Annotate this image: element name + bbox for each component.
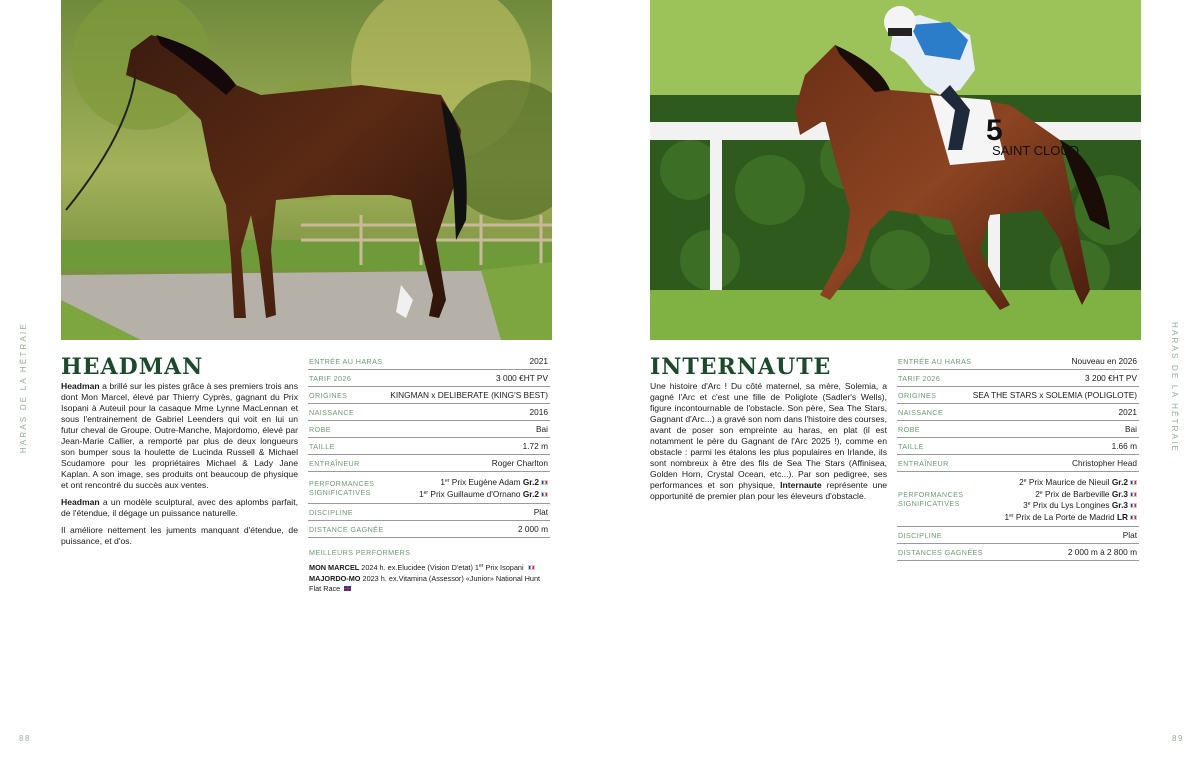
performer-name: MAJORDO-MO xyxy=(309,573,361,583)
performance-grade: Gr.2 xyxy=(522,488,539,499)
info-value: Roger Charlton xyxy=(491,458,548,469)
performance-line xyxy=(1023,500,1137,510)
france-flag-icon xyxy=(541,480,548,485)
info-value: 1.72 m xyxy=(522,441,548,452)
info-row-performances xyxy=(308,472,550,504)
info-row-distance xyxy=(897,544,1139,561)
info-label: ENTRÉE AU HARAS xyxy=(309,357,383,366)
horse-name-headman: HEADMAN xyxy=(61,354,204,380)
internaute-description xyxy=(650,381,887,508)
performance-grade: LR xyxy=(1116,511,1128,522)
info-label xyxy=(309,479,375,497)
headman-paragraph-1 xyxy=(61,381,298,491)
info-label-line: SIGNIFICATIVES xyxy=(898,499,960,508)
info-row-entree xyxy=(897,353,1139,370)
internaute-info-table xyxy=(897,353,1139,561)
headman-description xyxy=(61,381,298,553)
france-flag-icon xyxy=(528,565,535,570)
performance-grade: Gr.3 xyxy=(1111,488,1128,499)
performance-rank-suffix: er xyxy=(445,478,450,484)
info-row-discipline xyxy=(308,504,550,521)
info-label: NAISSANCE xyxy=(898,408,944,417)
saddle-cloth-text: SAINT CLOUD xyxy=(992,143,1080,158)
info-label-line: PERFORMANCES xyxy=(898,490,964,499)
performance-race: Prix de Barbeville xyxy=(1042,488,1112,499)
internaute-photo xyxy=(650,0,1141,340)
info-label-line: PERFORMANCES xyxy=(309,478,375,488)
headman-paragraph-3 xyxy=(61,525,298,547)
performer-race: Prix Isopani xyxy=(483,563,526,572)
performance-rank-suffix: er xyxy=(1009,512,1014,519)
info-row-tarif xyxy=(308,370,550,387)
performance-grade: Gr.2 xyxy=(1111,477,1128,487)
info-value: 2021 xyxy=(1118,407,1137,418)
performance-rank-suffix: er xyxy=(423,489,429,496)
info-label: ROBE xyxy=(309,425,331,434)
performance-rank: 2 xyxy=(1035,488,1040,499)
internaute-paragraph-1 xyxy=(650,381,887,502)
info-label: DISTANCE GAGNÉE xyxy=(309,525,384,534)
info-value xyxy=(419,476,548,499)
horse-name-internaute: INTERNAUTE xyxy=(650,354,832,380)
uk-flag-icon xyxy=(344,586,351,591)
paragraph-bold: Headman xyxy=(61,381,100,391)
info-value: Plat xyxy=(533,507,548,518)
info-value: Bai xyxy=(1125,424,1137,435)
info-label: DISCIPLINE xyxy=(309,508,353,517)
info-label: ORIGINES xyxy=(898,391,937,400)
performance-race: Prix du Lys Longines xyxy=(1030,500,1112,510)
performance-race: Prix Eugène Adam xyxy=(449,477,523,487)
performance-rank: 1 xyxy=(1004,511,1010,522)
performance-grade: Gr.2 xyxy=(522,477,539,487)
info-row-tarif xyxy=(897,370,1139,387)
info-value: Bai xyxy=(536,424,548,435)
performer-details: 2023 h. ex.Vitamina (Assessor) «Junior» National Hunt Flat Race xyxy=(309,573,541,593)
performer-rank-suffix: er xyxy=(478,563,484,569)
paragraph-text: Il améliore nettement les juments manquant d'étendue, de puissance, et d'os. xyxy=(61,525,298,546)
performance-rank: 1 xyxy=(419,488,424,499)
info-label: TARIF 2026 xyxy=(309,374,352,383)
info-label: TAILLE xyxy=(309,442,335,451)
info-label xyxy=(898,490,964,508)
paragraph-text: Une histoire d'Arc ! Du côté maternel, sa mère, Solemia, a gagné l'Arc et c'est une fille de Poliglote (Sadler's Wells), figure incontournable de l'obstacle. Son père, Sea The Stars, Gagnant d'Arc...) a gravé son nom dans l'histoire des courses, avant de poser son empreinte au haras, en plat (il est notamment le père du Gagnant de l'Arc 2025 !), comme en obstacle : parmi les étalons les plus populaires en Irlande, ils sont nombreux à être des fils de Sea The Stars (Affinisea, Golden Horn, Crystal Ocean, etc...). Par son pedigree, ses performances et son physique, xyxy=(650,381,887,490)
france-flag-icon xyxy=(1130,480,1137,485)
info-row-origines xyxy=(308,387,550,404)
france-flag-icon xyxy=(1130,503,1137,508)
performer-rank: 1 xyxy=(474,563,479,572)
info-value: 2016 xyxy=(529,407,548,418)
info-value: Nouveau en 2026 xyxy=(1071,356,1137,367)
paragraph-text: a brillé sur les pistes grâce à ses premiers trois ans dont Mon Marcel, élevé par Thierry Cyprès, gagnant du Prix Isopani à Auteuil pour la casaque Mme Lynne MacLennan et sous l'entrainement de Gabriel Leenders qui voit en lui un futur cheval de Groupe. Outre-Manche, Majordomo, élevé par Jean-Marie Callier, a remporté par plus de deux longueurs son bumper sous la houlette de Lucinda Russell & Michael Scudamore pour les propriétaires Michael & Lady Jane Kaplan. A son image, ses produits ont beaucoup de physique et ont rencontré du succès aux ventes. xyxy=(61,381,298,490)
paragraph-text: représente une opportunité de premier plan pour les éleveurs d'obstacle. xyxy=(650,480,888,501)
performance-rank: 1 xyxy=(440,477,446,487)
page-number-left: 88 xyxy=(19,734,31,743)
performance-line xyxy=(419,489,548,499)
performance-rank-suffix: e xyxy=(1039,489,1043,496)
info-row-naissance xyxy=(308,404,550,421)
info-value: Christopher Head xyxy=(1071,458,1137,469)
info-label-line: SIGNIFICATIVES xyxy=(309,487,371,497)
info-value: 3 200 €HT PV xyxy=(1085,373,1137,384)
info-value: SEA THE STARS x SOLEMIA (POLIGLOTE) xyxy=(972,390,1137,401)
info-row-origines xyxy=(897,387,1139,404)
info-row-performances xyxy=(897,472,1139,527)
info-value: 2021 xyxy=(529,356,548,367)
headman-paragraph-2 xyxy=(61,497,298,519)
performance-line xyxy=(1019,477,1137,487)
info-row-discipline xyxy=(897,527,1139,544)
saddle-cloth-number: 5 xyxy=(986,114,1003,147)
page-number-right: 89 xyxy=(1172,734,1184,743)
best-performers-title: MEILLEURS PERFORMERS xyxy=(309,548,411,557)
performance-rank: 3 xyxy=(1023,500,1028,510)
info-label: NAISSANCE xyxy=(309,408,355,417)
performance-race: Prix Maurice de Nieuil xyxy=(1026,477,1112,487)
best-performers-text xyxy=(308,561,550,595)
info-label: DISTANCES GAGNÉES xyxy=(898,548,983,557)
info-label: ORIGINES xyxy=(309,391,348,400)
performance-line xyxy=(1035,489,1137,499)
info-row-entraineur xyxy=(308,455,550,472)
france-flag-icon xyxy=(1130,515,1137,520)
info-row-entree xyxy=(308,353,550,370)
info-row-entraineur xyxy=(897,455,1139,472)
performance-rank: 2 xyxy=(1019,477,1024,487)
info-value: KINGMAN x DELIBERATE (KING'S BEST) xyxy=(390,390,548,401)
performance-rank-suffix: e xyxy=(1023,478,1027,484)
info-value: 2 000 m xyxy=(518,524,548,535)
info-row-taille xyxy=(897,438,1139,455)
info-label: ENTRAÎNEUR xyxy=(309,459,360,468)
info-value xyxy=(1005,476,1137,522)
france-flag-icon xyxy=(541,492,548,497)
info-label: ENTRÉE AU HARAS xyxy=(898,357,972,366)
headman-photo xyxy=(61,0,552,340)
headman-info-table xyxy=(308,353,550,595)
info-row-distance xyxy=(308,521,550,538)
performance-line xyxy=(1005,512,1137,522)
paragraph-bold: Headman xyxy=(61,497,100,507)
performer-details: 2024 h. ex.Elucidee (Vision D'etat) xyxy=(359,563,475,572)
performance-race: Prix Guillaume d'Ornano xyxy=(428,488,523,499)
performance-race: Prix de La Porte de Madrid xyxy=(1013,511,1117,522)
side-label-right: HARAS DE LA HÊTRAIE xyxy=(1170,322,1179,454)
france-flag-icon xyxy=(1130,492,1137,497)
performer-name: MON MARCEL xyxy=(309,563,360,572)
info-row-robe xyxy=(897,421,1139,438)
info-row-robe xyxy=(308,421,550,438)
info-value: 2 000 m à 2 800 m xyxy=(1067,547,1137,558)
info-row-taille xyxy=(308,438,550,455)
performance-line xyxy=(440,477,548,487)
side-label-left: HARAS DE LA HÊTRAIE xyxy=(19,322,28,454)
info-label: TAILLE xyxy=(898,442,924,451)
performance-grade: Gr.3 xyxy=(1111,500,1128,510)
paragraph-bold: Internaute xyxy=(780,480,822,490)
paragraph-text: a un modèle sculptural, avec des aplombs parfait, de l'étendue, il dégage un puissance naturelle. xyxy=(61,497,298,518)
performance-rank-suffix: e xyxy=(1027,501,1031,507)
info-label: TARIF 2026 xyxy=(898,374,941,383)
info-label: ROBE xyxy=(898,425,920,434)
info-value: Plat xyxy=(1122,530,1137,541)
info-row-naissance xyxy=(897,404,1139,421)
info-value: 1.66 m xyxy=(1111,441,1137,452)
info-label: DISCIPLINE xyxy=(898,531,942,540)
info-value: 3 000 €HT PV xyxy=(496,373,548,384)
info-label: ENTRAÎNEUR xyxy=(898,459,949,468)
